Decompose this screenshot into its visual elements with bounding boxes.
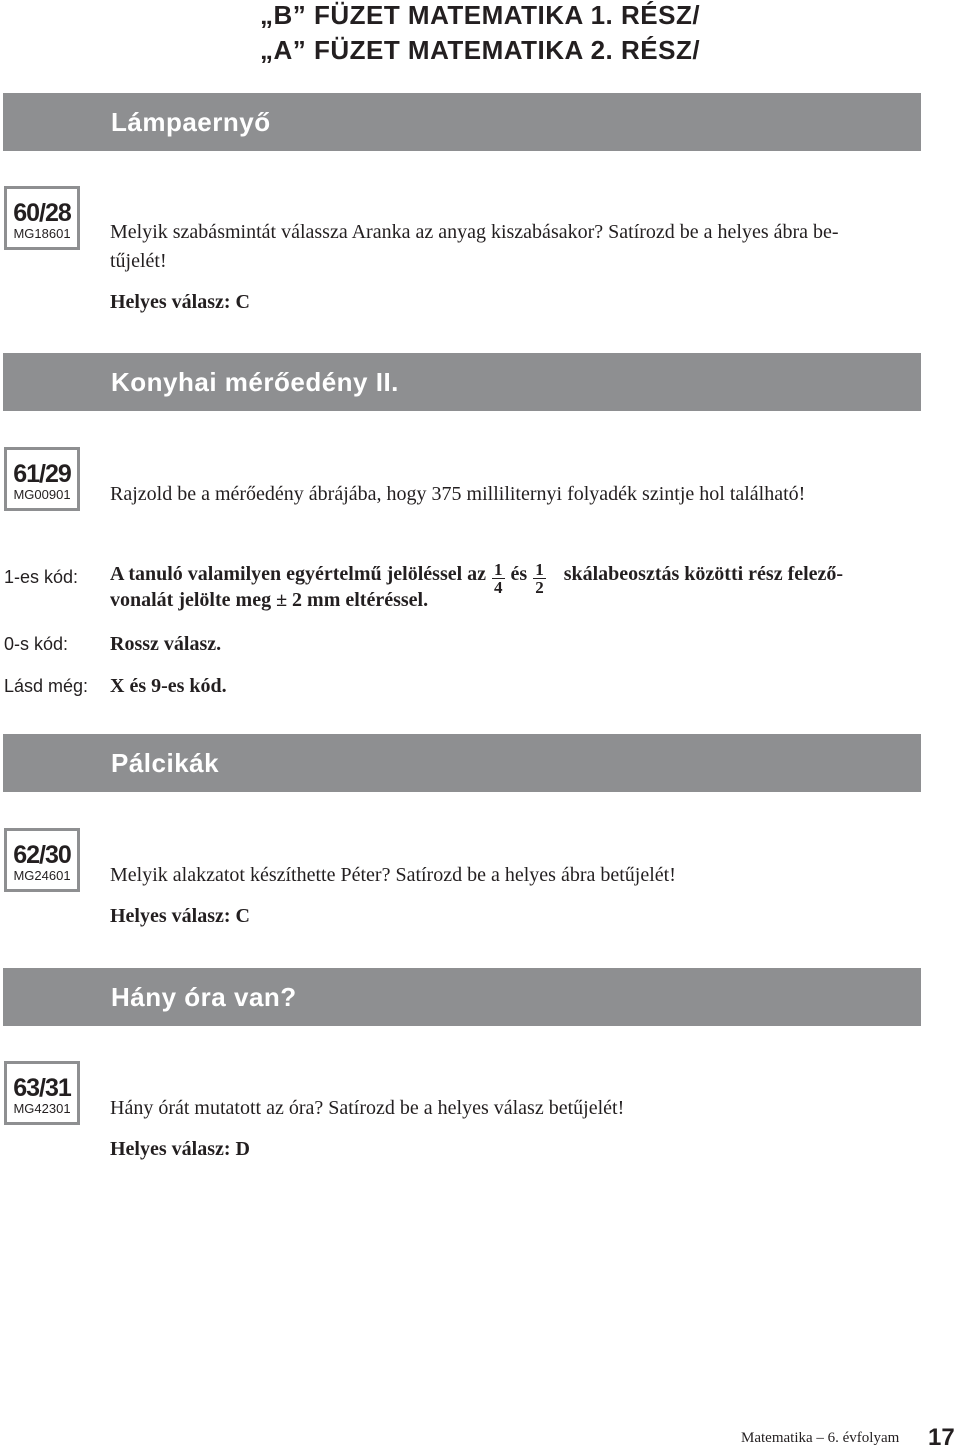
page-header-line-1: „B” FÜZET MATEMATIKA 1. RÉSZ/ xyxy=(259,0,701,30)
section-bar-konyhai-meroedeny xyxy=(3,353,921,411)
see-also-label: Lásd még: xyxy=(4,676,89,696)
code-1-description xyxy=(110,556,925,615)
task-id-box xyxy=(4,186,80,250)
code-1-text-c: skálabeosztás közötti rész felező- xyxy=(563,562,844,585)
fraction-denominator: 2 xyxy=(535,577,544,597)
task-id-box xyxy=(4,1061,80,1125)
task-code: MG18601 xyxy=(13,226,71,241)
task-code: MG24601 xyxy=(13,868,71,883)
section-title: Lámpaernyő xyxy=(111,107,271,137)
question-line: Melyik szabásmintát válassza Aranka az anyag kiszabásakor? Satírozd be a helyes ábra be- xyxy=(110,221,839,243)
question-line: tűjelét! xyxy=(110,250,167,272)
code-1-label: 1-es kód: xyxy=(4,567,79,587)
see-also-description: X és 9-es kód. xyxy=(110,675,227,697)
task-id-box xyxy=(4,447,80,511)
section-title: Pálcikák xyxy=(111,748,220,778)
task-number: 62/30 xyxy=(13,841,71,869)
code-1-text-b: és xyxy=(510,562,528,585)
footer-title: Matematika – 6. évfolyam xyxy=(741,1430,900,1446)
question-text: Melyik alakzatot készíthette Péter? Satírozd be a helyes ábra betűjelét! xyxy=(110,864,676,886)
question-text: Rajzold be a mérőedény ábrájába, hogy 375 milliliternyi folyadék szintje hol található! xyxy=(110,483,806,505)
correct-answer: Helyes válasz: C xyxy=(110,905,250,927)
section-title: Konyhai mérőedény II. xyxy=(111,367,399,397)
code-0-label: 0-s kód: xyxy=(4,634,69,654)
section-bar-hany-ora-van xyxy=(3,968,921,1026)
page-header-line-2: „A” FÜZET MATEMATIKA 2. RÉSZ/ xyxy=(259,35,701,65)
correct-answer: Helyes válasz: C xyxy=(110,291,250,313)
fraction-denominator: 4 xyxy=(494,577,503,597)
task-code: MG00901 xyxy=(13,487,71,502)
task-number: 63/31 xyxy=(13,1074,71,1102)
task-id-box xyxy=(4,828,80,892)
question-text: Hány órát mutatott az óra? Satírozd be a helyes válasz betűjelét! xyxy=(110,1097,625,1119)
task-number: 61/29 xyxy=(13,460,71,488)
section-title: Hány óra van? xyxy=(111,982,297,1012)
fraction-numerator: 1 xyxy=(494,559,503,579)
code-0-description: Rossz válasz. xyxy=(110,633,222,655)
fraction-one-half xyxy=(533,561,546,596)
task-code: MG42301 xyxy=(13,1101,71,1116)
question-text xyxy=(110,218,925,276)
code-1-text-a: A tanuló valamilyen egyértelmű jelöléssel az xyxy=(110,562,487,585)
section-bar-palcikak xyxy=(3,734,921,792)
code-1-line-2: vonalát jelölte meg ± 2 mm eltéréssel. xyxy=(110,589,429,611)
fraction-numerator: 1 xyxy=(535,559,544,579)
page-number: 17 xyxy=(928,1424,955,1451)
task-number: 60/28 xyxy=(13,199,71,227)
section-bar-lampaernyo xyxy=(3,93,921,151)
fraction-one-quarter xyxy=(492,561,505,596)
correct-answer: Helyes válasz: D xyxy=(110,1138,250,1160)
